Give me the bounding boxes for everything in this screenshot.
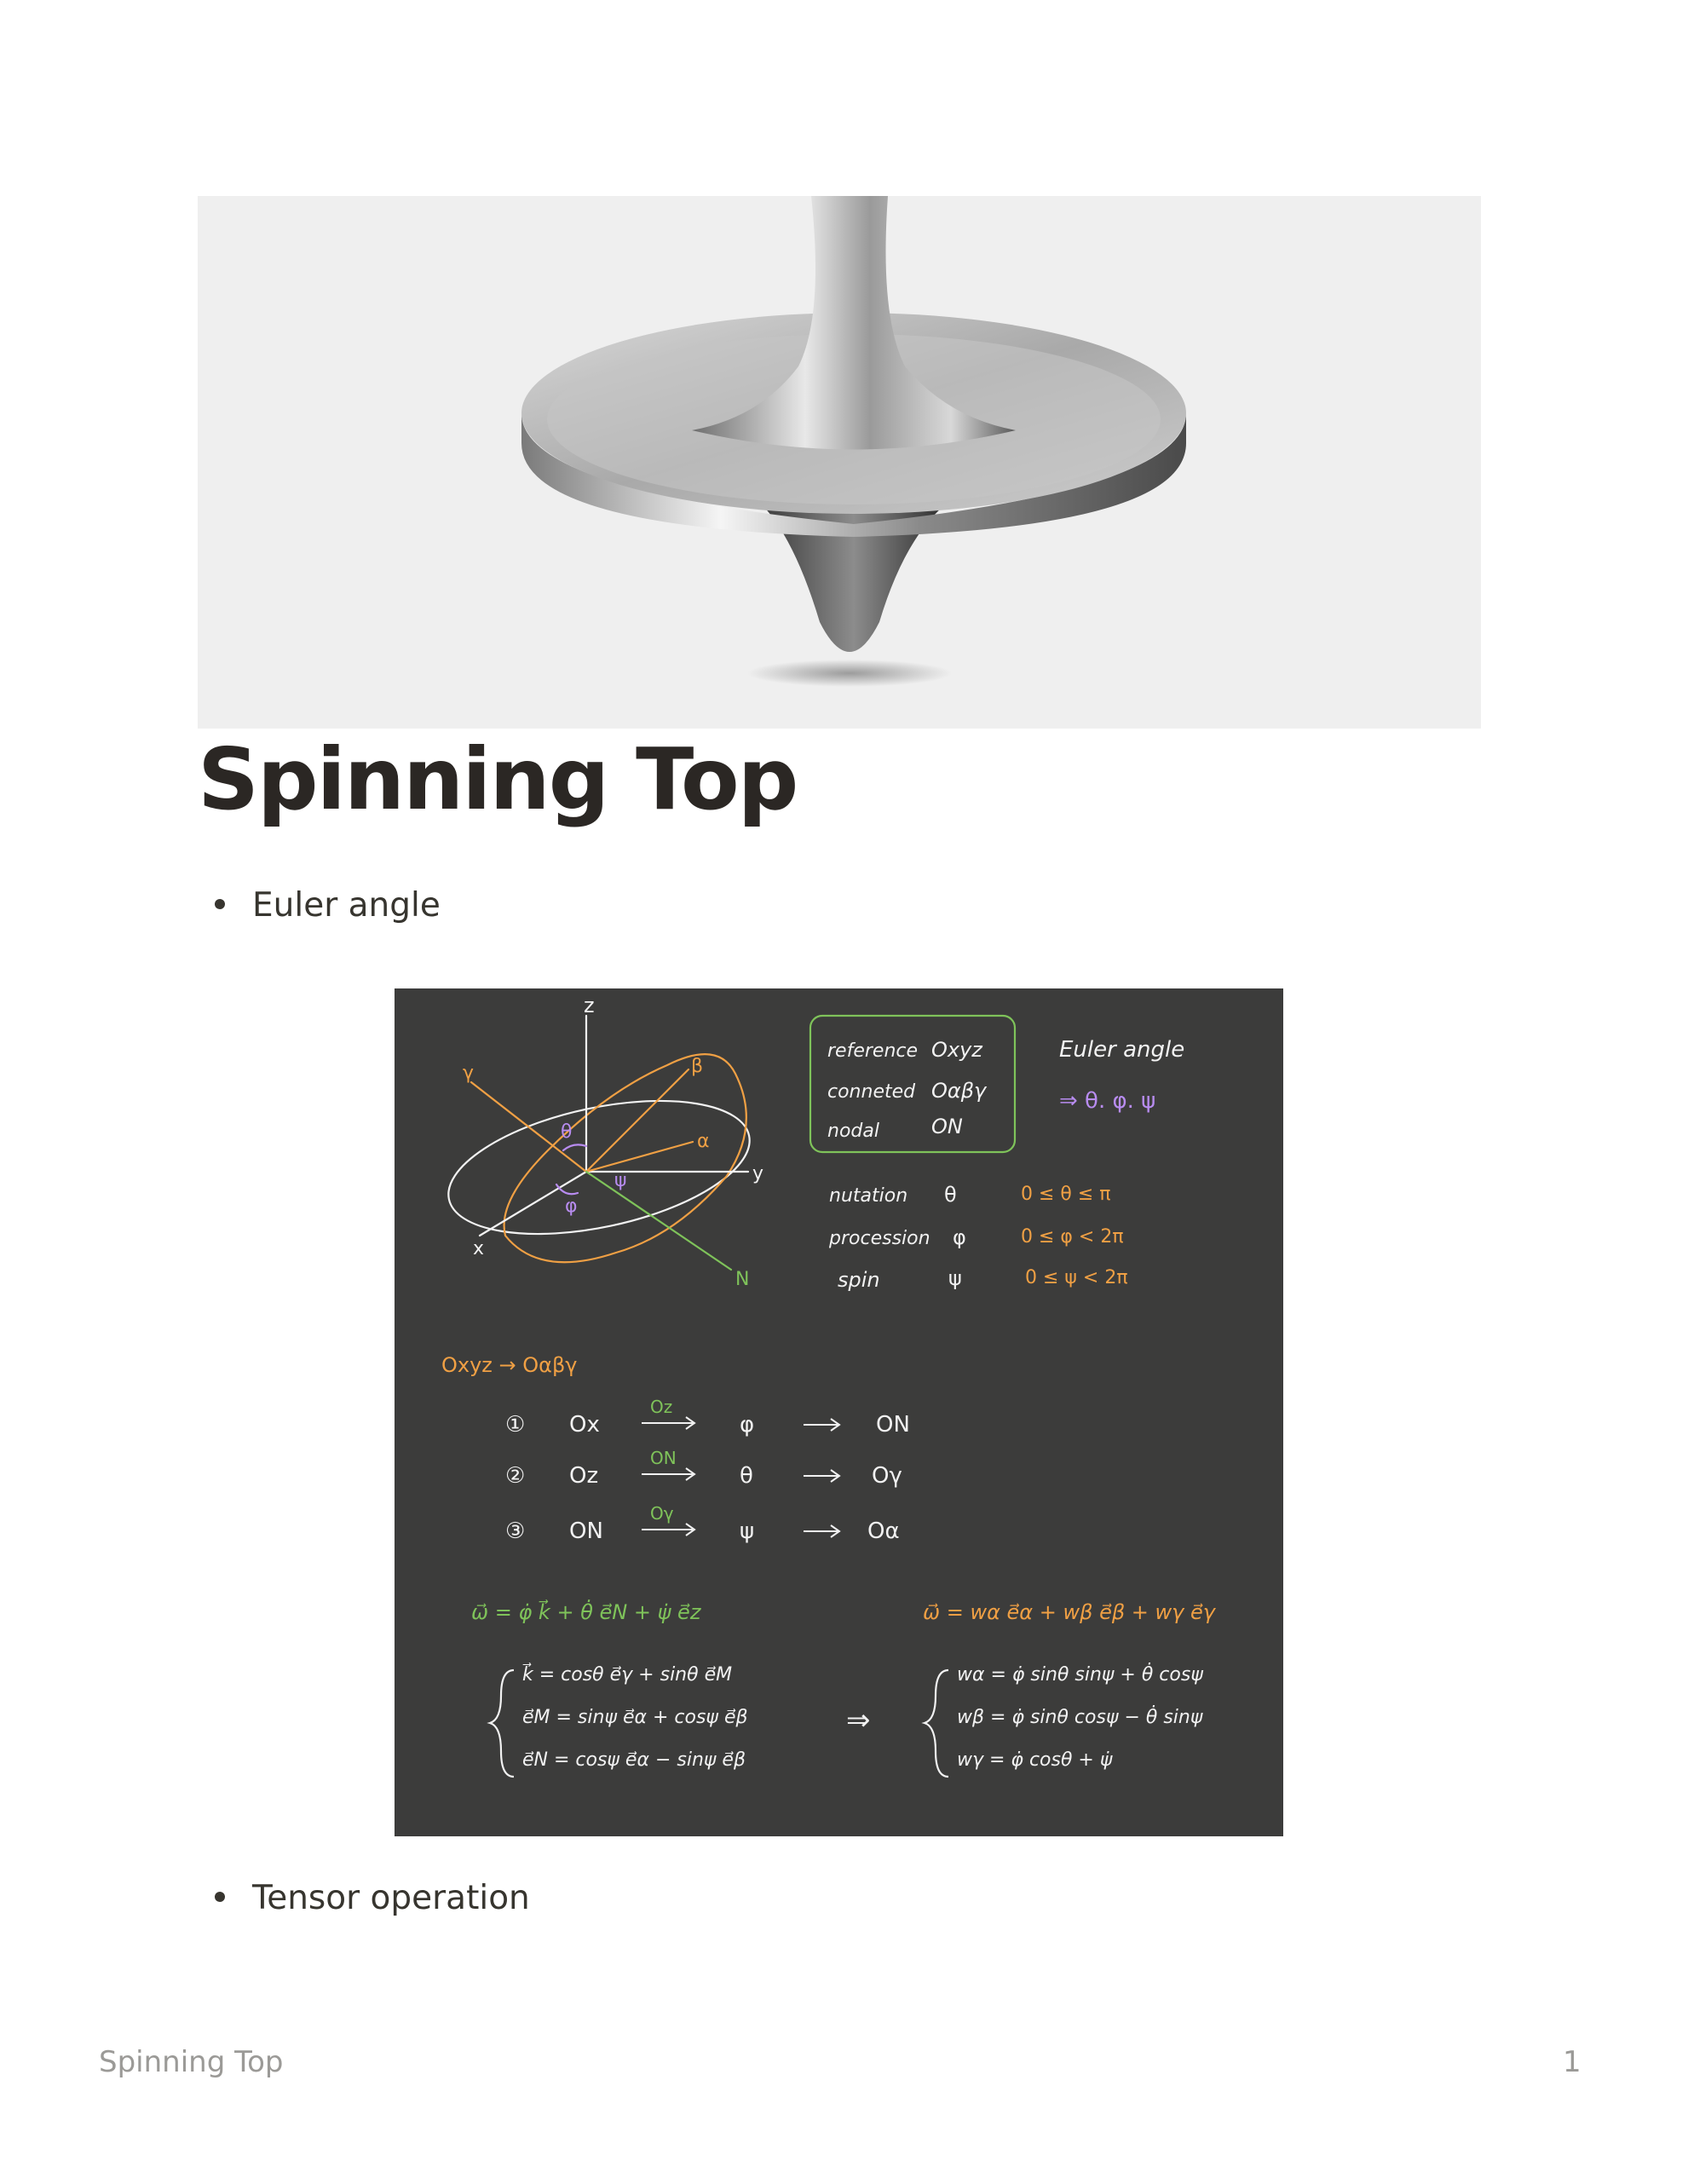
step-angle: ψ (740, 1518, 755, 1544)
axis-label-alpha: α (697, 1131, 710, 1152)
frame-symbol: Oxyz (931, 1038, 982, 1062)
step-number: ③ (505, 1518, 526, 1544)
spinning-top-illustration (198, 196, 1481, 729)
implies-arrow: ⇒ (846, 1703, 871, 1737)
axis-label-beta: β (691, 1056, 704, 1077)
list-item-tensor-operation (215, 1879, 530, 1917)
bullet-dot (215, 1892, 225, 1902)
transform-heading: Oxyz → Oαβγ (441, 1353, 578, 1377)
step-angle: φ (740, 1412, 755, 1438)
list-item-euler-angle (215, 886, 441, 925)
step-to: ON (876, 1412, 910, 1438)
step-from: ON (569, 1518, 603, 1544)
axis-label-x: x (473, 1238, 485, 1259)
right-system-line: wγ = φ̇ cosθ + ψ̇ (957, 1749, 1113, 1771)
step-about: ON (650, 1448, 677, 1468)
frame-name: conneted (827, 1081, 916, 1103)
step-to: Oγ (872, 1463, 902, 1489)
axis-label-z: z (584, 994, 595, 1017)
angle-symbol: ψ (948, 1266, 962, 1290)
bullet-dot (215, 899, 225, 909)
step-number: ② (505, 1463, 526, 1489)
rotation-steps (505, 1397, 910, 1544)
step-about: Oγ (650, 1503, 674, 1524)
frame-name: reference (827, 1040, 919, 1062)
euler-heading: Euler angle (1059, 1037, 1185, 1063)
angle-range: 0 ≤ φ < 2π (1021, 1226, 1124, 1248)
omega-equation-left: ω⃗ = φ̇ k⃗ + θ̇ e⃗N + ψ̇ e⃗z (471, 1600, 701, 1624)
angle-name: nutation (829, 1185, 908, 1207)
euler-symbols: ⇒ θ. φ. ψ (1059, 1088, 1156, 1114)
left-system-line: k⃗ = cosθ e⃗γ + sinθ e⃗M (522, 1664, 733, 1686)
frame-name: nodal (827, 1121, 879, 1142)
angle-range: 0 ≤ θ ≤ π (1021, 1184, 1111, 1205)
axis-label-y: y (752, 1163, 764, 1184)
step-number: ① (505, 1412, 526, 1438)
page-title: Spinning Top (198, 729, 798, 829)
angle-label-theta: θ (561, 1121, 573, 1143)
step-from: Ox (569, 1412, 600, 1438)
step-angle: θ (740, 1463, 753, 1489)
step-to: Oα (867, 1518, 900, 1544)
axis-label-gamma: γ (463, 1063, 475, 1084)
left-system-line: e⃗M = sinψ e⃗α + cosψ e⃗β (522, 1707, 748, 1728)
omega-equation-right: ω⃗ = wα e⃗α + wβ e⃗β + wγ e⃗γ (923, 1600, 1215, 1624)
footer-title: Spinning Top (99, 2045, 284, 2079)
left-system-line: e⃗N = cosψ e⃗α − sinψ e⃗β (522, 1749, 746, 1771)
angle-label-phi: φ (565, 1196, 578, 1217)
cover-image (198, 196, 1481, 729)
right-system-line: wα = φ̇ sinθ sinψ + θ̇ cosψ (957, 1664, 1203, 1686)
list-item-label: Tensor operation (252, 1879, 530, 1917)
blackboard-drawing (395, 988, 1283, 1836)
angle-label-psi: ψ (614, 1170, 627, 1191)
frame-symbol: ON (931, 1115, 963, 1138)
page-number: 1 (1563, 2045, 1581, 2079)
step-from: Oz (569, 1463, 599, 1489)
axis-label-N: N (735, 1269, 750, 1290)
step-about: Oz (650, 1397, 673, 1417)
angle-name: spin (838, 1268, 880, 1292)
angle-name: procession (829, 1228, 930, 1249)
right-brace (925, 1670, 948, 1777)
list-item-label: Euler angle (252, 886, 441, 925)
euler-angle-blackboard-image (395, 988, 1283, 1836)
angle-symbol: θ (944, 1183, 957, 1207)
angle-range: 0 ≤ ψ < 2π (1025, 1267, 1128, 1288)
euler-axes-diagram (436, 1016, 764, 1270)
right-system-line: wβ = φ̇ sinθ cosψ − θ̇ sinψ (957, 1707, 1203, 1728)
frame-symbol: Oαβγ (931, 1079, 987, 1103)
left-brace (490, 1670, 514, 1777)
angle-symbol: φ (953, 1225, 966, 1249)
